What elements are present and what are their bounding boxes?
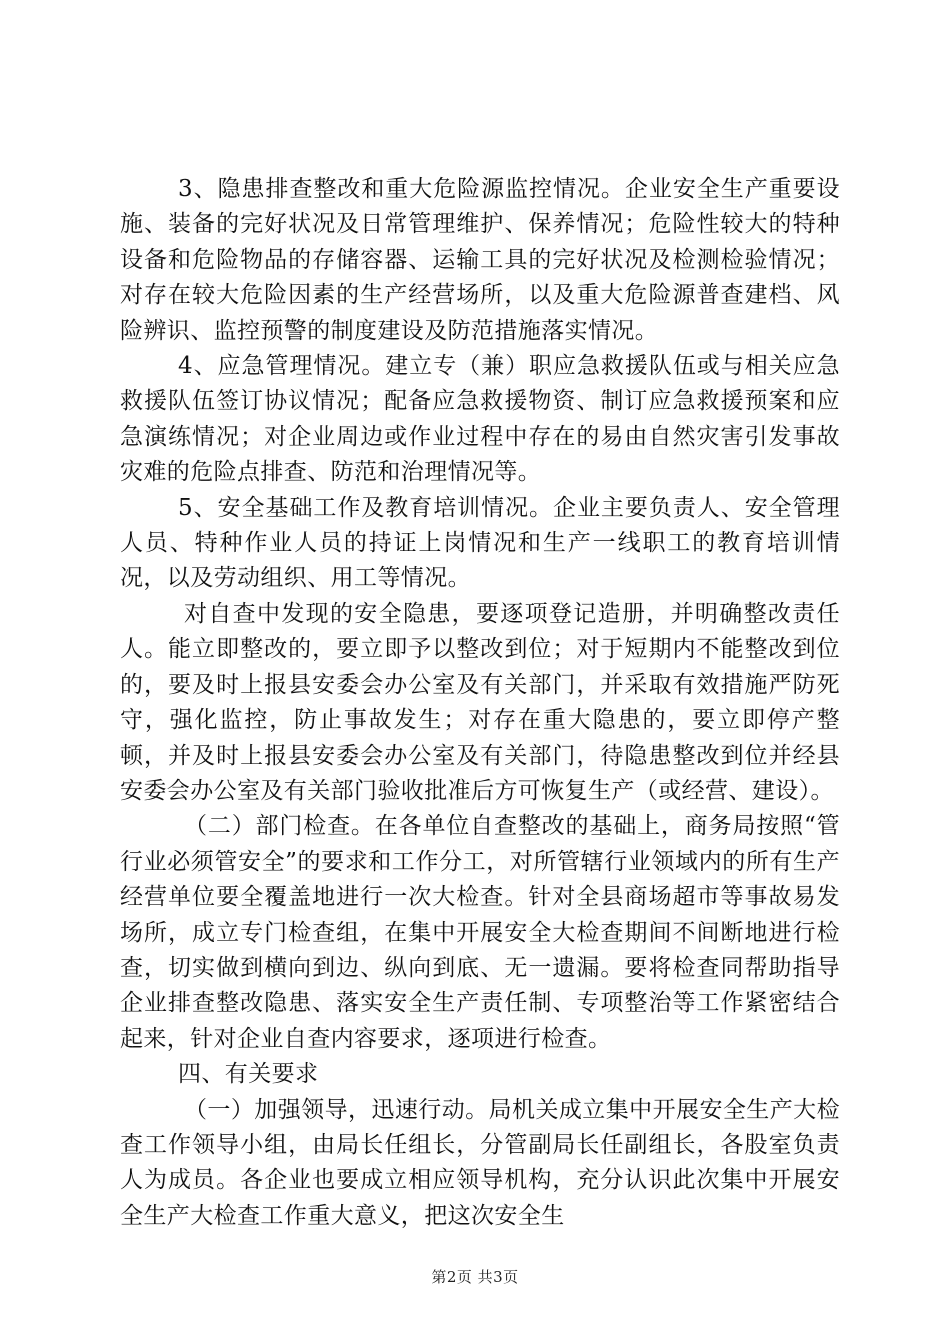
paragraph-hazard-inspection: 3、隐患排查整改和重大危险源监控情况。企业安全生产重要设施、装备的完好状况及日常管理维护、保养情况；危险性较大的特种设备和危险物品的存储容器、运输工具的完好状况及检测检验情况；对存在较大危险因素的生产经营场所，以及重大危险源普查建档、风险辨识、监控预警的制度建设及防范措施落实情况。 <box>120 176 840 344</box>
page-footer: 第2页 共3页 <box>431 1268 519 1286</box>
paragraph-leadership: （一）加强领导，迅速行动。局机关成立集中开展安全生产大检查工作领导小组，由局长任组长，分管副局长任副组长，各股室负责人为成员。各企业也要成立相应领导机构，充分认识此次集中开展安全生产大检查工作重大意义，把这次安全生 <box>120 1096 840 1229</box>
section-heading-requirements: 四、有关要求 <box>178 1061 319 1088</box>
document-body <box>120 172 840 1234</box>
paragraph-department-inspection: （二）部门检查。在各单位自查整改的基础上，商务局按照“管行业必须管安全”的要求和工作分工，对所管辖行业领域内的所有生产经营单位要全覆盖地进行一次大检查。针对全县商场超市等事故易发场所，成立专门检查组，在集中开展安全大检查期间不间断地进行检查，切实做到横向到边、纵向到底、无一遗漏。要将检查同帮助指导企业排查整改隐患、落实安全生产责任制、专项整治等工作紧密结合起来，针对企业自查内容要求，逐项进行检查。 <box>120 813 840 1052</box>
paragraph-emergency-management: 4、应急管理情况。建立专（兼）职应急救援队伍或与相关应急救援队伍签订协议情况；配备应急救援物资、制订应急救援预案和应急演练情况；对企业周边或作业过程中存在的易由自然灾害引发事故灾难的危险点排查、防范和治理情况等。 <box>120 353 840 486</box>
paragraph-self-check-rectification: 对自查中发现的安全隐患，要逐项登记造册，并明确整改责任人。能立即整改的，要立即予以整改到位；对于短期内不能整改到位的，要及时上报县安委会办公室及有关部门，并采取有效措施严防死守，强化监控，防止事故发生；对存在重大隐患的，要立即停产整顿，并及时上报县安委会办公室及有关部门，待隐患整改到位并经县安委会办公室及有关部门验收批准后方可恢复生产（或经营、建设）。 <box>120 600 840 804</box>
paragraph-safety-training: 5、安全基础工作及教育培训情况。企业主要负责人、安全管理人员、特种作业人员的持证上岗情况和生产一线职工的教育培训情况，以及劳动组织、用工等情况。 <box>120 494 840 592</box>
